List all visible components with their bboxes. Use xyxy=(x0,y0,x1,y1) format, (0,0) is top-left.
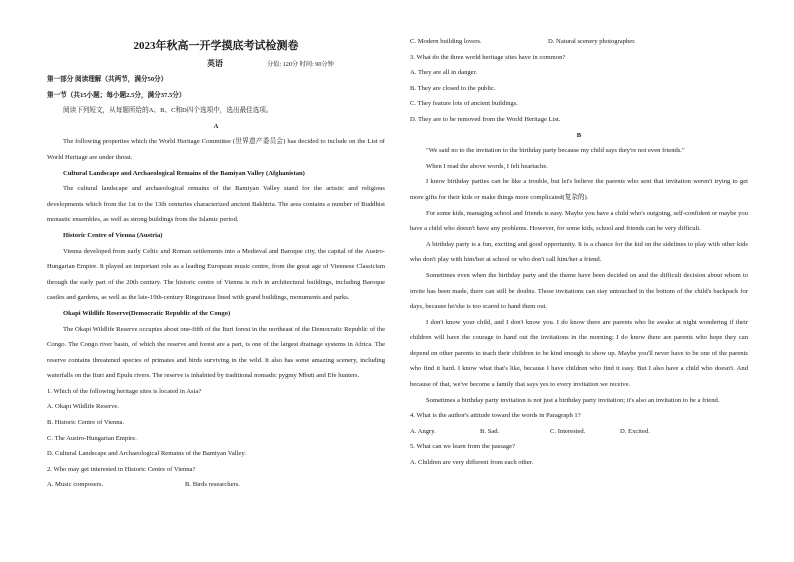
question-5-option-a[interactable]: A. Children are very different from each other. xyxy=(410,459,534,467)
question-3-option-b[interactable]: B. They are closed to the public. xyxy=(410,84,496,92)
question-2: 2. Who may get interested in Historic Centre of Vienna? xyxy=(47,465,196,473)
question-3-option-a[interactable]: A. They are all in danger. xyxy=(410,69,478,77)
right-column xyxy=(410,34,748,471)
question-1-option-c[interactable]: C. The Austro-Hungarian Empire. xyxy=(47,434,137,442)
passage-b-paragraph-5: Sometimes even when the birthday party and the theme have been decided on and the difficult decision about whom to invite has been made, there can still be doubts. Those invitations can stay untouched in the bottom of the child's backpack for days, because he/she is too scared to hand them out. xyxy=(410,271,748,311)
passage-b-paragraph-1: When I read the above words, I felt heartache. xyxy=(426,162,548,170)
passage-b-paragraph-3: For some kids, managing school and friends is easy. Maybe you have a child who's outgoing, self-confident or maybe you have a child who doesn't have any problems. However, for some kids, school and friends can be very difficult. xyxy=(410,209,748,233)
question-2-options-row-2 xyxy=(410,34,748,50)
passage-a-label: A xyxy=(213,122,219,130)
subtitle-row xyxy=(47,56,385,72)
passage-a-paragraph-3: The Okapi Wildlife Reserve occupies about one-fifth of the Ituri forest in the northeast of the Democratic Republic of the Congo. The Congo river basin, of which the reserve and forest are a part, is one of the largest drainage systems in Africa. The reserve contains threatened species of primates and birds surviving in the wild. It also has some amazing scenery, including waterfalls on the Ituri and Epulu rivers. The reserve is inhabited by traditional nomadic pygmy Mbuti and Efe hunters. xyxy=(47,325,385,380)
passage-b-label: B xyxy=(576,131,582,139)
passage-b-paragraph-2: I know birthday parties can be like a trouble, but let's believe the parents who sent that invitation weren't trying to get more gifts for their kids or make things more complicated(复杂的). xyxy=(410,178,748,201)
question-4-option-a[interactable]: A. Angry. xyxy=(410,427,436,435)
question-3-option-d[interactable]: D. They are to be removed from the World Heritage List. xyxy=(410,115,561,123)
passage-a-heading-3: Okapi Wildlife Reserve(Democratic Republic of the Congo) xyxy=(63,309,231,317)
passage-a-heading-2: Historic Centre of Vienna (Austria) xyxy=(63,231,163,239)
question-1-option-a[interactable]: A. Okapi Wildlife Reserve. xyxy=(47,403,119,411)
exam-meta: 分值: 120分 时间: 90分钟 xyxy=(267,61,334,68)
passage-b-paragraph-4: A birthday party is a fun, exciting and good opportunity. It is a chance for the kid on the sidelines to play with other kids who don't play with him/her at school or who don't call him/her a friend. xyxy=(410,240,748,264)
question-2-option-d[interactable]: D. Natural scenery photographer. xyxy=(548,38,636,45)
question-1-option-b[interactable]: B. Historic Centre of Vienna. xyxy=(47,419,125,427)
exam-subject: 英语 xyxy=(207,59,223,68)
section-heading: 第一节（共15小题；每小题2.5分，满分37.5分） xyxy=(47,91,186,99)
passage-b-paragraph-6: I don't know your child, and I don't know you. I do know there are parents who lie awake at night wondering if their children will have the courage to hand out the invitations in the morning; I do know there are parents who hope they can depend on other parents to teach their children to be kind enough to show up. Maybe you'll never have to be one of the parents who find it hard. I know what that's like, because I have children who find it easy. But I also have a child who doesn't. And because of that, we've become a family that says yes to every invitation we receive. xyxy=(410,318,748,389)
instructions: 阅读下列短文，从每题所给的A、B、C和D四个选项中，选出最佳选项。 xyxy=(63,107,273,115)
question-4-option-b[interactable]: B. Sad. xyxy=(480,427,500,435)
question-1-option-d[interactable]: D. Cultural Landscape and Archaeological Remains of the Bamiyan Valley. xyxy=(47,450,246,458)
passage-b-paragraph-0: "We said no to the invitation to the birthday party because my child says they're not even friends." xyxy=(426,147,685,155)
passage-a-paragraph-1: The cultural landscape and archaeological remains of the Bamiyan Valley stand for the artistic and religious developments which from the 1st to the 13th centuries characterized ancient Bakhtria. The area contains a number of Buddhist monastic ensembles, as well as strong buildings from the Islamic period. xyxy=(47,185,385,224)
passage-a-heading-1: Cultural Landscape and Archaeological Remains of the Bamiyan Valley (Afghanistan) xyxy=(63,169,305,177)
passage-a-paragraph-2: Vienna developed from early Celtic and Roman settlements into a Medieval and Baroque city, the capital of the Austro-Hungarian Empire. It played an important role as a leading European music centre, from the great age of Viennese Classicism through the early part of the 20th century. The historic centre of Vienna is rich in architectural buildings, including Baroque castles and gardens, as well as the late-19th-century Ringstrasse lined with grand buildings, monuments and parks. xyxy=(47,247,385,302)
passage-b-paragraph-7: Sometimes a birthday party invitation is not just a birthday party invitation; it's also an invitation to be a friend. xyxy=(426,396,720,404)
question-3-option-c[interactable]: C. They feature lots of ancient buildings. xyxy=(410,100,518,108)
question-2-option-c[interactable]: C. Modern building lovers. xyxy=(410,38,482,45)
question-5: 5. What can we learn from the passage? xyxy=(410,443,515,451)
exam-title: 2023年秋高一开学摸底考试检测卷 xyxy=(133,40,299,52)
part-heading: 第一部分 阅读理解（共两节，满分50分） xyxy=(47,76,168,83)
question-1: 1. Which of the following heritage sites is located in Asia? xyxy=(47,387,202,395)
question-4-option-d[interactable]: D. Excited. xyxy=(620,427,650,435)
left-column xyxy=(47,34,385,493)
passage-a-intro: The following properties which the World Heritage Committee (世界遗产委员会) has decided to include on the List of World Heritage are under threat. xyxy=(47,138,385,161)
question-2-option-a[interactable]: A. Music composers. xyxy=(47,481,104,489)
question-4-option-c[interactable]: C. Interested. xyxy=(550,427,586,435)
question-2-options-row-1 xyxy=(47,477,385,493)
question-4-options-row xyxy=(410,424,748,440)
question-3: 3. What do the three world heritage sites have in common? xyxy=(410,53,566,61)
question-2-option-b[interactable]: B. Birds researchers. xyxy=(185,481,240,489)
question-4: 4. What is the author's attitude toward the words in Paragraph 1? xyxy=(410,412,581,420)
